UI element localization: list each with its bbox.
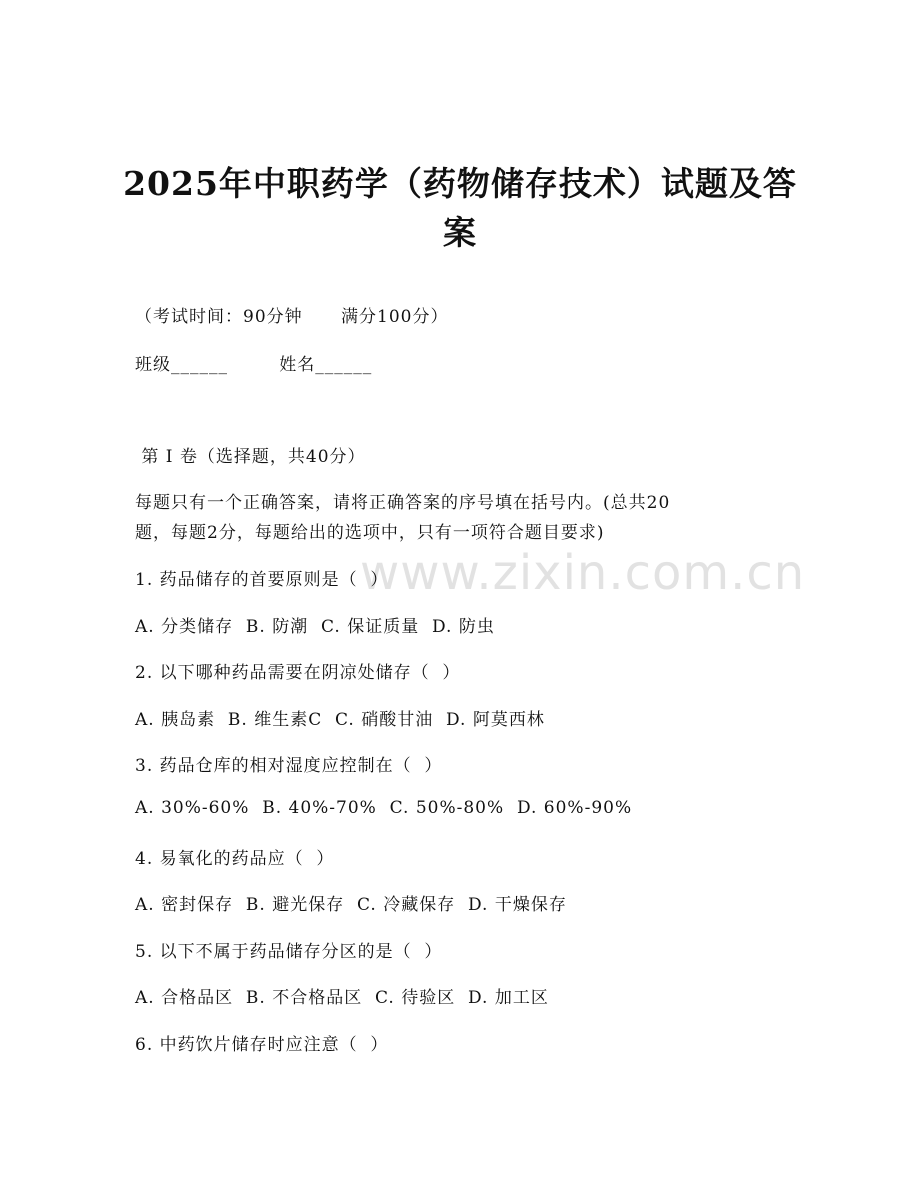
question-options: A. 胰岛素 B. 维生素C C. 硝酸甘油 D. 阿莫西林 [135, 710, 545, 730]
instructions-line-1: 每题只有一个正确答案，请将正确答案的序号填在括号内。(总共20 [135, 493, 671, 513]
document-title-line-2: 案 [443, 213, 477, 252]
instructions-line-2: 题，每题2分，每题给出的选项中，只有一项符合题目要求) [135, 523, 605, 543]
document-title-line-1: 2025年中职药学（药物储存技术）试题及答 [123, 164, 797, 203]
question-options: A. 密封保存 B. 避光保存 C. 冷藏保存 D. 干燥保存 [135, 895, 567, 915]
question-options: A. 合格品区 B. 不合格品区 C. 待验区 D. 加工区 [135, 988, 549, 1008]
question-stem: 5. 以下不属于药品储存分区的是（ ） [135, 942, 443, 962]
question-stem: 3. 药品仓库的相对湿度应控制在（ ） [135, 756, 443, 776]
question-options: A. 分类储存 B. 防潮 C. 保证质量 D. 防虫 [135, 617, 495, 637]
section-heading: 第 I 卷（选择题，共40分） [135, 447, 366, 467]
question-stem: 6. 中药饮片储存时应注意（ ） [135, 1035, 389, 1055]
class-name-line: 班级______ 姓名______ [135, 355, 373, 375]
question-stem: 4. 易氧化的药品应（ ） [135, 849, 335, 869]
question-stem: 1. 药品储存的首要原则是（ ） [135, 570, 389, 590]
watermark: www.zixin.com.cn [360, 545, 806, 601]
question-options: A. 30%-60% B. 40%-70% C. 50%-80% D. 60%-90% [135, 798, 633, 818]
question-stem: 2. 以下哪种药品需要在阴凉处储存（ ） [135, 663, 461, 683]
exam-info: （考试时间：90分钟 满分100分） [135, 307, 449, 327]
